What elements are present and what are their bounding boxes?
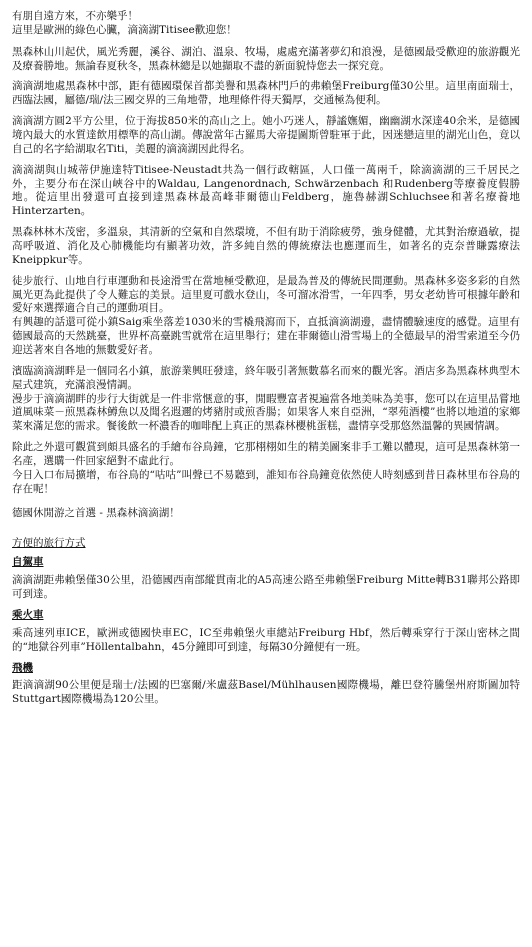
spacer bbox=[12, 38, 520, 46]
paragraph-lake: 滴滴湖方圓2平方公里，位于海拔850米的高山之上。她小巧迷人，靜謐嫵媚，幽幽湖水深達40余米，是德國境內最大的水質達飲用標準的高山湖。傳說當年古羅馬大帝提圖斯曾駐軍于此，因迷戀這里的湖光山色，竟以自己的名字給湖取名Titi，美麗的滴滴湖因此得名。 bbox=[12, 115, 520, 155]
travel-train-heading: 乘火車 bbox=[12, 608, 44, 621]
paragraph-food: 漫步于滴滴湖畔的步行大街就是一件非常愜意的事，閒暇豐富者視遍當各地美味為美事，您可以在這里品嘗地道風味菜－煎黑森林鱒魚以及聞名遐邇的烤豬肘或煎香腸；如果客人來自亞洲，“翠苑酒樓”也將以地道的家鄉菜來滿足您的需求。餐後飲一杯濃香的咖啡配上真正的黑森林櫻桃蛋糕，盡情享受那悠然溫馨的異國情調。 bbox=[12, 392, 520, 433]
intro-line-2: 這里是歐洲的綠色心臟，滴滴湖Titisee歡迎您！ bbox=[12, 23, 237, 36]
paragraph-health: 黑森林林木茂密，多溫泉，其清新的空氣和自然環境，不但有助于消除疲勞，強身健體，尤其對治療過敏，提高呼吸道、消化及心肺機能均有顯著功效，許多純自然的傳統療法也應運而生，如著名的克奈普賺露療法Kneippkur等。 bbox=[12, 226, 520, 266]
paragraph-cuckoo-clock: 除此之外還可觀賞到頗具盛名的手繪布谷鳥鐘，它那栩栩如生的精美圖案非手工難以體現，這可是黑森林第一名產，選購一件回家絕對不虛此行。 bbox=[12, 441, 520, 468]
paragraph-town: 濱臨滴滴湖畔是一個同名小鎮，旅游業興旺發達，終年吸引著無數慕名而來的觀光客。酒店多為黑森林典型木屋式建筑，充滿浪漫情調。 bbox=[12, 364, 520, 391]
closing-slogan: 德國休閒游之首選 - 黑森林滴滴湖！ bbox=[12, 506, 180, 519]
travel-section-title: 方便的旅行方式 bbox=[12, 536, 86, 549]
paragraph-landscape: 黑森林山川起伏，風光秀麗，溪谷、湖泊、溫泉、牧場，處處充滿著夢幻和浪漫，是德國最受歡迎的旅游觀光及療養勝地。無論春夏秋冬，黑森林總是以她擷取不盡的新面貌恃您去一探究竟。 bbox=[12, 45, 520, 72]
paragraph-skiing: 有興趣的話還可從小鎮Saig乘坐落差1030米的雪橇飛瀉而下，直抵滴滴湖邊，盡情體驗速度的感覺。這里有德國最高的天然跳臺，世界杯高臺跳雪就常在這里舉行；建在菲爾德山滑雪場上的全德最早的滑雪索道至今仍迎送著來自各地的無數愛好者。 bbox=[12, 316, 520, 357]
travel-train-text: 乘高速列車ICE，歐洲或德國快車EC，IC至弗賴堡火車總站Freiburg Hbf，然后轉乘穿行于深山密林之間的“地獄谷列車”Höllentalbahn，45分鐘即可到達，每隔30分鐘便有一班。 bbox=[12, 626, 520, 653]
intro-greeting bbox=[12, 10, 520, 38]
travel-car-text: 滴滴湖距弗賴堡僅30公里，沿德國西南部縱貫南北的A5高速公路至弗賴堡Freiburg Mitte轉B31聯邦公路即可到達。 bbox=[12, 574, 520, 601]
paragraph-location: 滴滴湖地處黑森林中部，距有德國環保首都美譽和黑森林門戶的弗賴堡Freiburg僅30公里。這里南面瑞士，西臨法國，屬德/瑞/法三國交界的三角地帶，地理條件得天獨厚，交通極為便利。 bbox=[12, 80, 520, 107]
paragraph-district: 滴滴湖與山城蒂伊施達特Titisee-Neustadt共為一個行政轄區，人口僅一萬兩千，除滴滴湖的三千居民之外，主要分布在深山峽谷中的Waldau, Langenordnach, Schwärzenbach 和Rudenberg等療養度假勝地。從這里出發還可直接到達黑森林最高峰菲爾德山Feldberg，施魯赫湖Schluchsee和著名療養地Hinterzarten。 bbox=[12, 163, 520, 218]
paragraph-cuckoo-sound: 今日入口布局擴增，布谷鳥的“咕咕”叫聲已不易聽到，誰知布谷鳥鐘竟依然使人時刻感到昔日森林里布谷鳥的存在呢！ bbox=[12, 468, 520, 495]
travel-plane-heading: 飛機 bbox=[12, 661, 33, 674]
intro-line-1: 有朋自遠方來，不亦樂乎！ bbox=[12, 10, 138, 22]
travel-car-heading: 自駕車 bbox=[12, 556, 44, 569]
paragraph-sports: 徒步旅行、山地自行車運動和長途滑雪在當地極受歡迎，是最為普及的傳統民間運動。黑森林多姿多彩的自然風光更為此提供了令人難忘的美景。這里夏可戲水登山，冬可溜冰滑雪，一年四季，男女老幼皆可根據年齡和愛好來選擇適合自己的運動項目。 bbox=[12, 274, 520, 315]
travel-plane-text: 距滴滴湖90公里便是瑞士/法國的巴塞爾/米盧茲Basel/Mühlhausen國際機場，離巴登符騰堡州府斯圖加特Stuttgart國際機場為120公里。 bbox=[12, 679, 520, 706]
